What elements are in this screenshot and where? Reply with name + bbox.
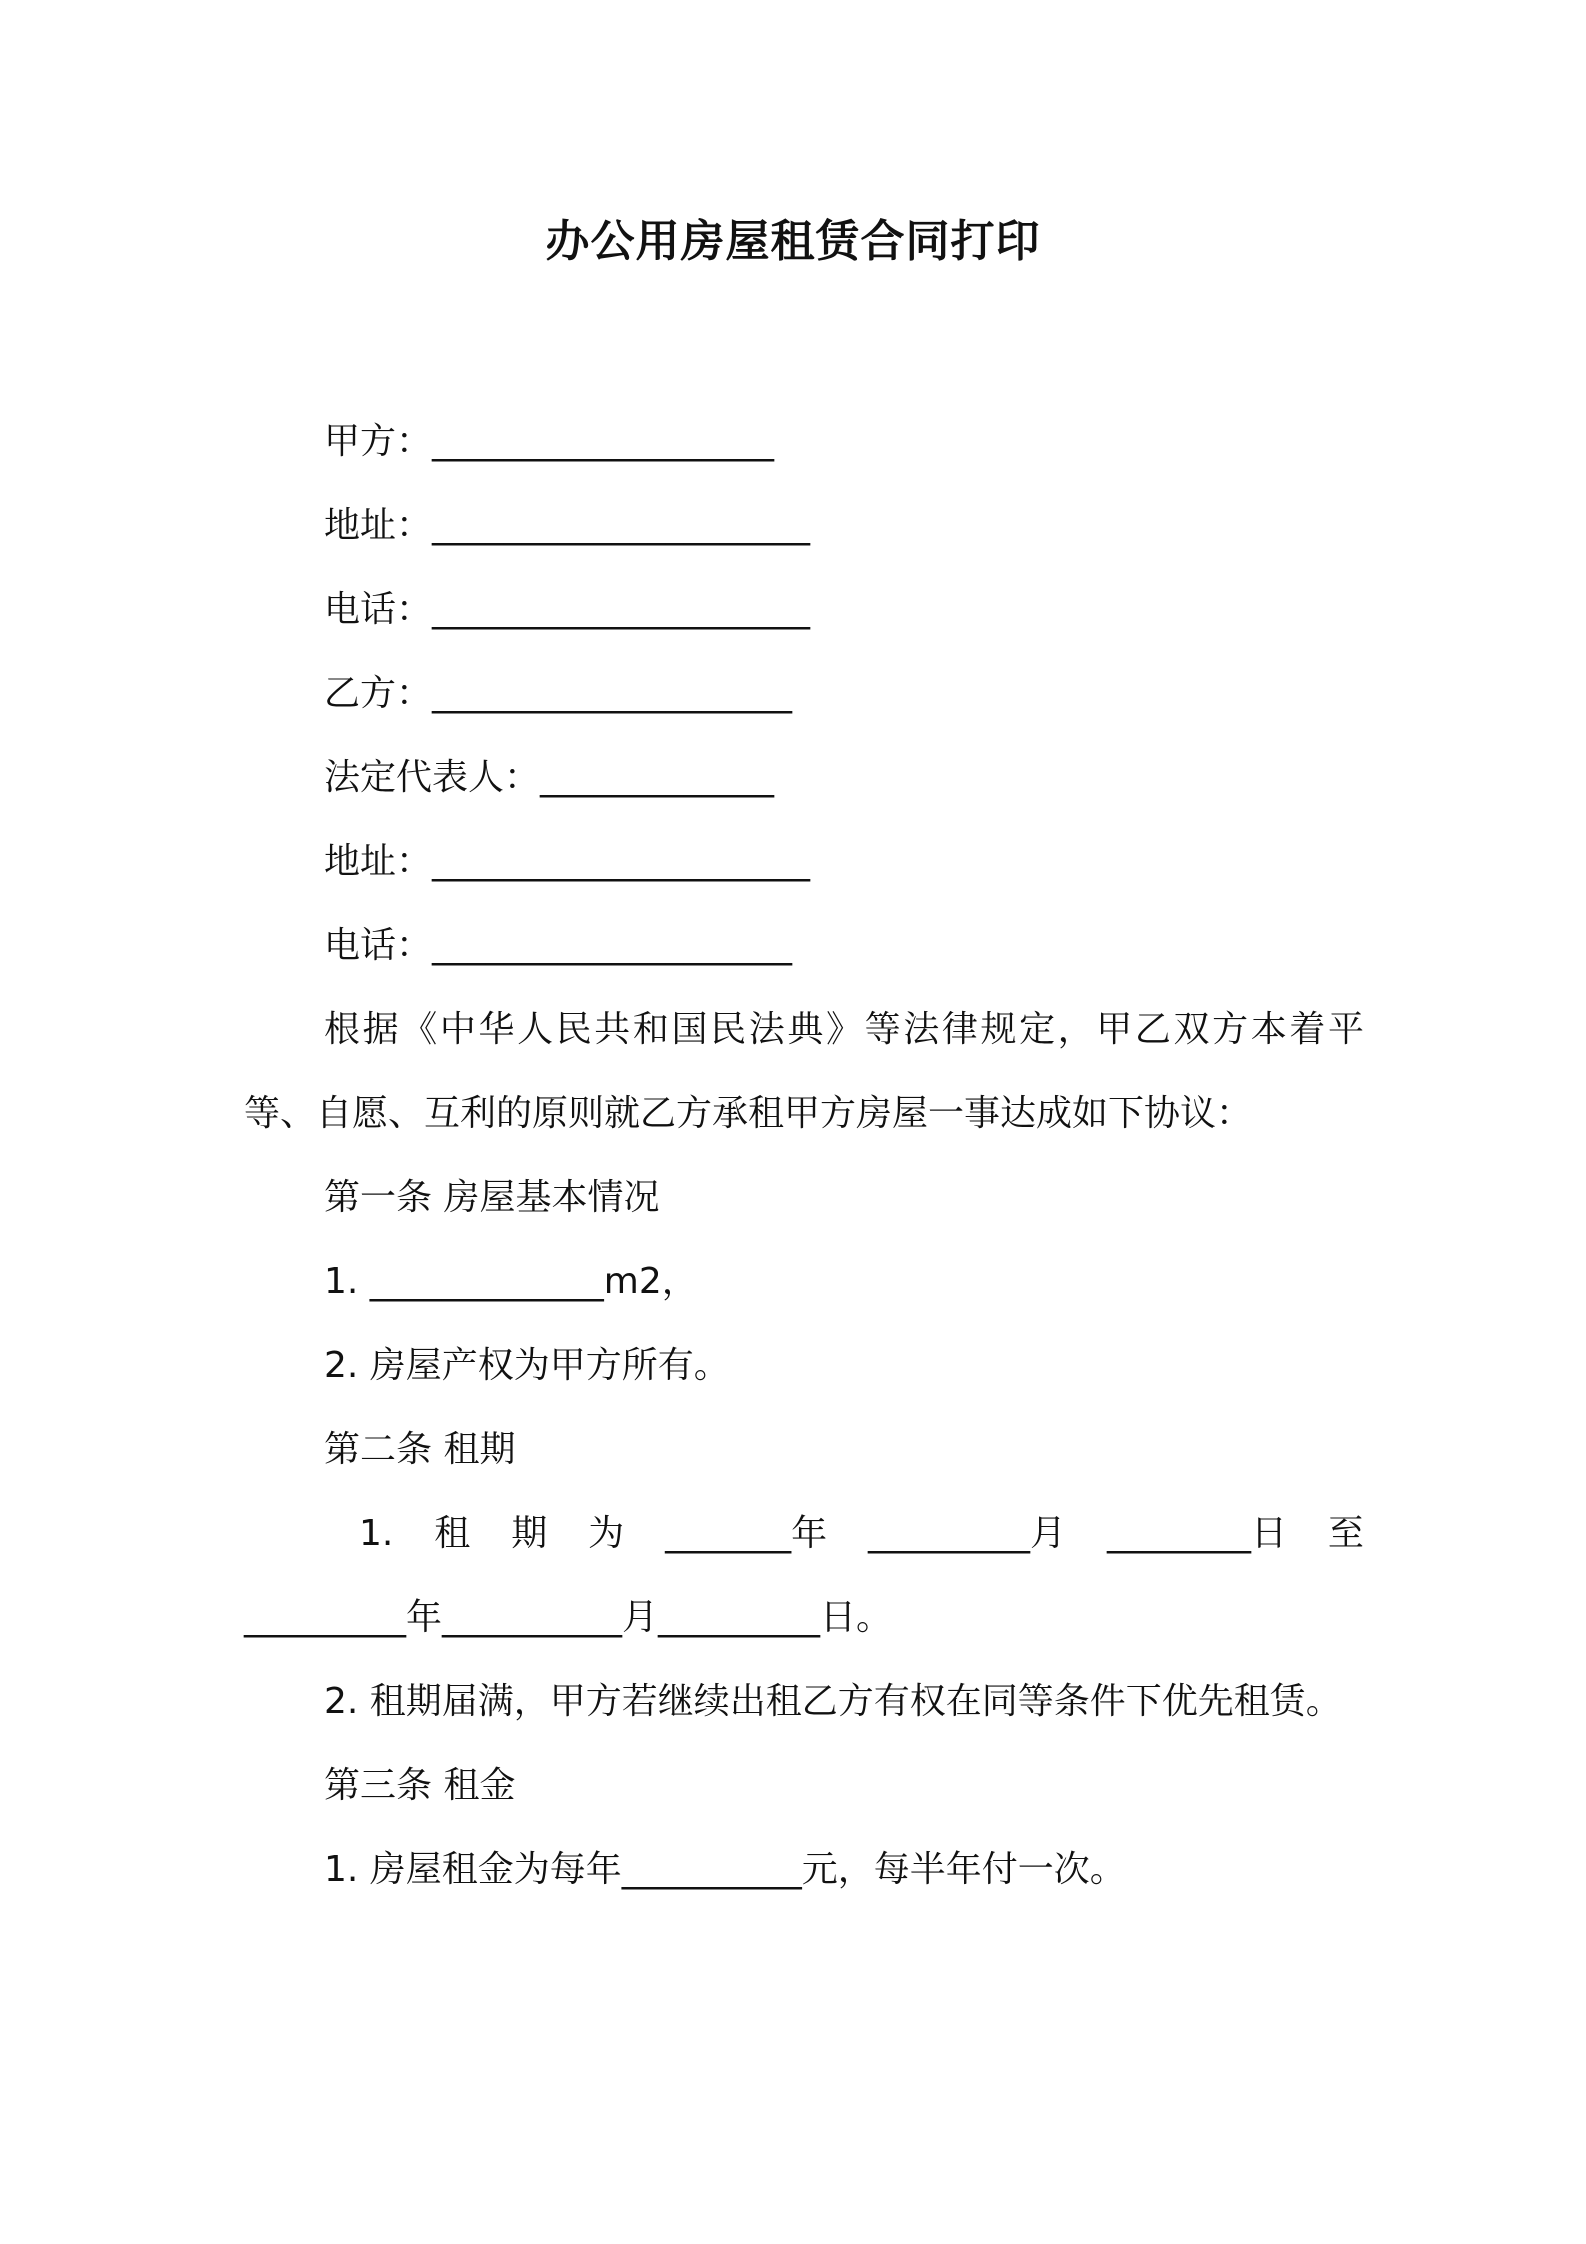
party-a-name-line: 甲方：___________________ [324,421,775,462]
article-1-heading: 第一条 房屋基本情况 [324,1177,660,1218]
article-2-item-2: 2. 租期届满，甲方若继续出租乙方有权在同等条件下优先租赁。 [324,1681,1342,1722]
term-part: 为 [588,1513,625,1554]
document-title: 办公用房屋租赁合同打印 [545,216,1041,267]
party-b-phone-line: 电话：____________________ [324,925,793,966]
term-part: _______年 [665,1513,828,1554]
term-part: 至 [1327,1513,1364,1554]
party-b-address-line: 地址：_____________________ [324,841,811,882]
article-2-item-1 [244,1492,1364,1576]
article-2-item-1-continued: _________年__________月_________日。 [244,1597,892,1638]
article-2-heading: 第二条 租期 [324,1429,516,1470]
term-part: 期 [511,1513,548,1554]
party-b-name-line: 乙方：____________________ [324,673,793,714]
term-part: _________月 [868,1513,1067,1554]
article-1-item-2: 2. 房屋产权为甲方所有。 [324,1345,730,1386]
document-body [244,400,1364,1912]
party-a-address-line: 地址：_____________________ [324,505,811,546]
article-1-item-1: 1. _____________m2， [324,1261,698,1302]
term-part: 租 [434,1513,471,1554]
party-b-representative-line: 法定代表人：_____________ [324,757,775,798]
party-a-phone-line: 电话：_____________________ [324,589,811,630]
preamble-paragraph: 根据《中华人民共和国民法典》等法律规定，甲乙双方本着平等、自愿、互利的原则就乙方承租甲方房屋一事达成如下协议： [244,1009,1364,1134]
article-3-heading: 第三条 租金 [324,1765,516,1806]
term-part: 1. [359,1513,394,1554]
term-part: ________日 [1106,1513,1287,1554]
article-3-item-1: 1. 房屋租金为每年__________元，每半年付一次。 [324,1849,1126,1890]
